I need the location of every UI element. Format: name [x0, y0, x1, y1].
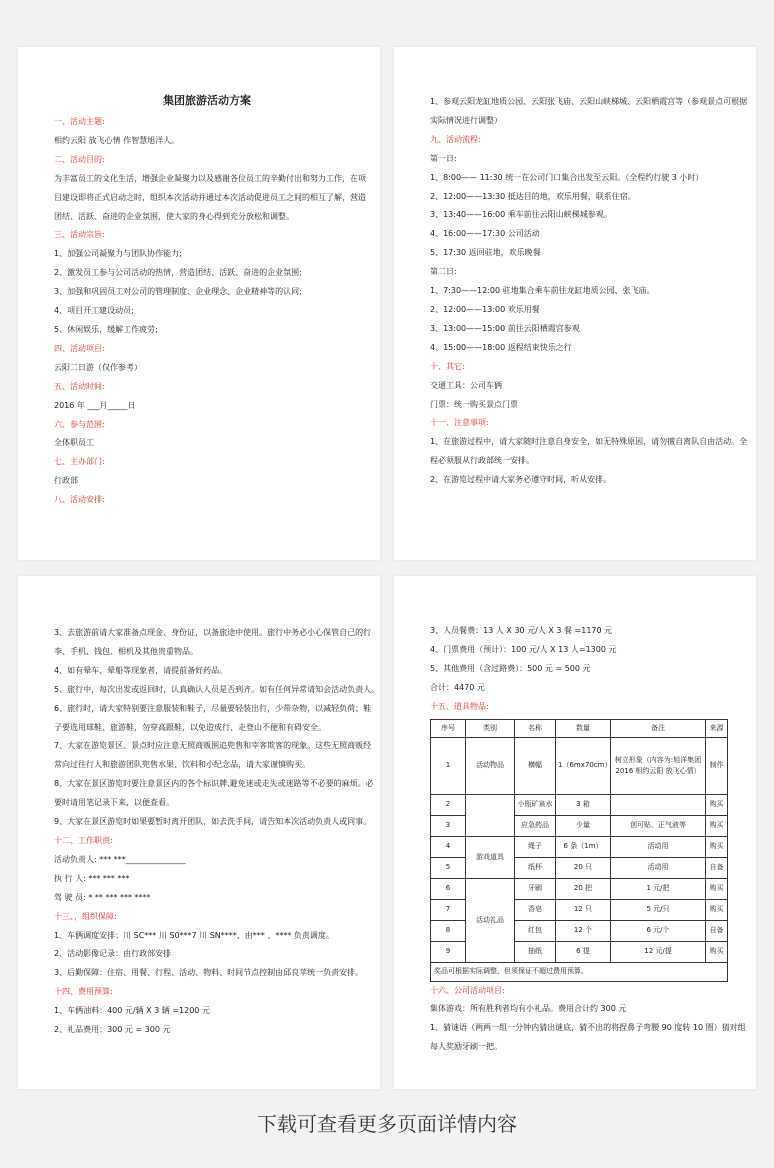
section-heading: 二、活动目的: — [54, 154, 105, 164]
table-cell-src: 购买 — [706, 815, 728, 836]
text-line: 9、大家在景区游览时如果要暂时离开团队，如去洗手间，请告知本次活动负责人或同事。 — [54, 817, 372, 827]
section-heading: 十二、工作职责: — [54, 835, 113, 845]
table-cell-no: 3 — [431, 815, 466, 836]
table-cell-note — [611, 794, 706, 815]
text-line: 2、在游览过程中请大家务必遵守时间，听从安排。 — [430, 475, 612, 485]
section-heading: 三、活动宗旨: — [54, 230, 105, 240]
page-1-content — [54, 89, 366, 510]
table-cell-qty: 12 个 — [556, 920, 611, 941]
table-cell-no: 8 — [431, 920, 466, 941]
table-cell-qty: 6 条（1m） — [556, 836, 611, 857]
table-cell-note: 活动用 — [611, 857, 706, 878]
table-cell-cat: 活动物品 — [466, 737, 515, 794]
table-cell-no: 5 — [431, 857, 466, 878]
table-cell-name: 香皂 — [515, 899, 556, 920]
text-line: 云阳二日游（仅作参考） — [54, 362, 142, 372]
page-4-lines-bottom — [430, 982, 746, 1058]
text-line: 8、大家在景区游览时要注意景区内的各个标识牌,避免迷或走失或迷路等不必要的麻烦。必 — [54, 779, 374, 789]
header-cell: 数量 — [556, 719, 611, 737]
text-line: 3、13:40——16:00 乘车前往云阳山峡梯城参观。 — [430, 210, 612, 220]
text-line: 为丰富员工的文化生活，增强企业凝聚力以及感谢各位员工的辛勤付出和努力工作，在项 — [54, 173, 366, 183]
page-4-lines-top — [430, 622, 736, 717]
text-line: 交通工具：公司车俩 — [430, 380, 502, 390]
page-2-lines — [430, 93, 748, 490]
table-cell-src: 购买 — [706, 836, 728, 857]
text-line: 集体游戏：所有胜利者均有小礼品。费用合计约 300 元 — [430, 1004, 627, 1014]
text-line: 团结、活跃、奋进的企业氛围，使大家的身心得到充分放松和调整。 — [54, 211, 294, 221]
text-line: 常向过往行人和旅游团队兜售水果、饮料和小纪念品，请大家谨慎购买。 — [54, 760, 310, 770]
section-heading: 十三、，组织保障: — [54, 911, 117, 921]
table-cell-qty: 少量 — [556, 815, 611, 836]
text-line: 5、旅行中，每次出发或返回时，认真确认人员是否到齐。如有任何异常请知会活动负责人。 — [54, 684, 380, 694]
table-cell-cat: 游戏道具 — [466, 836, 515, 878]
props-table-note-row — [431, 962, 728, 981]
text-line: 1、8:00—— 11:30 统一在公司门口集合出发至云阳。（全程约行驶 3 小时） — [430, 172, 704, 182]
text-line: 全体职员工 — [54, 438, 94, 448]
text-line: 2、12:00——13:30 抵达目的地，欢乐用餐，联系住宿。 — [430, 191, 636, 201]
text-line: 5、17:30 返回驻地，欢乐晚餐 — [430, 248, 541, 258]
section-heading: 七、主办部门: — [54, 457, 105, 467]
text-line: 2016 年 ___月_____日 — [54, 400, 136, 410]
section-heading: 五、活动时间: — [54, 381, 105, 391]
text-line: 4、16:00——17:30 公司活动 — [430, 229, 540, 239]
props-table-row — [431, 737, 728, 794]
props-table-row — [431, 794, 728, 815]
text-line: 1、车俩调度安排：川 SC*** 川 S0***7 川 SN****、由*** 、**** 负责调度。 — [54, 930, 334, 940]
text-line: 2、12:00——13:00 欢乐用餐 — [430, 304, 540, 314]
text-line: 4、门票费用（预计）：100 元/人 X 13 人=1300 元 — [430, 644, 617, 654]
header-cell: 备注 — [611, 719, 706, 737]
text-line: 门票：统一购买景点门票 — [430, 399, 518, 409]
document-page-3 — [18, 576, 380, 1089]
header-cell: 来源 — [706, 719, 728, 737]
page-2-content — [430, 93, 748, 490]
section-heading: 十五、道具物品: — [430, 701, 489, 711]
table-cell-note: 12 元/提 — [611, 941, 706, 962]
table-cell-note: 创可贴、正气液等 — [611, 815, 706, 836]
table-cell-src: 购买 — [706, 878, 728, 899]
text-line: 每人奖励牙刷一把。 — [430, 1042, 502, 1052]
text-line: 3、去旅游前请大家准备点现金、身份证，以备旅途中使用。旅行中务必小心保管自己的行 — [54, 628, 372, 637]
table-cell-cat — [466, 794, 515, 836]
table-cell-name: 横幅 — [515, 737, 556, 794]
text-line: 程必须服从行政部统一安排。 — [430, 456, 534, 466]
table-cell-src: 购买 — [706, 941, 728, 962]
props-table-row — [431, 836, 728, 857]
text-line: 第二日: — [430, 267, 457, 277]
table-cell-note: 1 元/把 — [611, 878, 706, 899]
table-cell-src: 制作 — [706, 737, 728, 794]
section-heading: 八、活动安排: — [54, 495, 105, 505]
table-cell-name: 抽纸 — [515, 941, 556, 962]
section-heading: 一、活动主题: — [54, 117, 105, 126]
text-line: 3、人员餐费：13 人 X 30 元/人 X 3 餐 =1170 元 — [430, 626, 613, 635]
page-3-content — [54, 624, 380, 1040]
text-line: 相约云阳 放飞心情 作智慧旭洋人。 — [54, 135, 180, 145]
text-line: 要时请用笔记录下来，以便查看。 — [54, 798, 174, 808]
section-heading: 九、活动流程: — [430, 134, 481, 144]
text-line: 活动负责人: *** ***_______________ — [54, 854, 186, 864]
text-line: 7、大家在游览景区、景点时应注意无照商贩围追兜售和宰客欺客的现象。这些无照商贩经 — [54, 741, 372, 751]
table-cell-name: 纸杯 — [515, 857, 556, 878]
table-cell-note: 树立形象（内容为:旭洋集团2016 相约云阳 放飞心情） — [611, 737, 706, 794]
header-cell: 序号 — [431, 719, 466, 737]
text-line: 目建设即将正式启动之时，组织本次活动并通过本次活动促进员工之间的相互了解，营造 — [54, 192, 366, 202]
table-cell-cat: 活动礼品 — [466, 878, 515, 962]
text-line: 5、休闲娱乐，缓解工作疲劳; — [54, 324, 158, 334]
table-cell-no: 4 — [431, 836, 466, 857]
section-heading: 六、参与范围: — [54, 419, 105, 429]
table-cell-name: 应急药品 — [515, 815, 556, 836]
text-line: 4、项目开工建设动员; — [54, 306, 134, 316]
text-line: 4、如有晕车、晕船等现象者，请提前备好药品。 — [54, 665, 228, 675]
table-cell-src: 自备 — [706, 920, 728, 941]
table-cell-note: 5 元/只 — [611, 899, 706, 920]
table-cell-qty: 6 提 — [556, 941, 611, 962]
text-line: 1、7:30——12:00 驻地集合乘车前往龙缸地质公园、张飞庙。 — [430, 286, 655, 296]
text-line: 6、旅行时，请大家特别要注意服装和鞋子，尽量要轻装出行，少带杂物，以减轻负荷；鞋 — [54, 703, 372, 713]
table-cell-qty: 12 只 — [556, 899, 611, 920]
text-line: 1、参观云阳龙缸地质公园、云阳张飞庙、云阳山峡梯城、云阳栖霞宫等（参观景点可根据 — [430, 97, 748, 106]
section-heading: 四、活动项目: — [54, 343, 105, 353]
table-cell-qty: 1（6mx70cm） — [556, 737, 611, 794]
text-line: 2、礼品费用：300 元 = 300 元 — [54, 1025, 171, 1035]
text-line: 2、活动影像记录：由行政部安排 — [54, 949, 172, 959]
text-line: 3、加强和巩固员工对公司的管理制度、企业理念、企业精神等的认同; — [54, 287, 302, 297]
page-4-content — [430, 622, 746, 1057]
table-cell-no: 1 — [431, 737, 466, 794]
table-cell-src: 购买 — [706, 794, 728, 815]
text-line: 1、加强公司凝聚力与团队协作能力; — [54, 249, 182, 259]
text-line: 合计：4470 元 — [430, 682, 485, 692]
table-cell-name: 牙刷 — [515, 878, 556, 899]
table-cell-name: 小瓶矿泉水 — [515, 794, 556, 815]
text-line: 1、猜谜语（两两一组一分钟内猜出谜底，猜不出的将捏鼻子弯腰 90 度转 10 圈）猜对组 — [430, 1023, 746, 1033]
table-cell-src: 自备 — [706, 857, 728, 878]
section-heading: 十一、注意事项: — [430, 418, 489, 428]
table-cell-note: 6 元/个 — [611, 920, 706, 941]
text-line: 执 行 人: *** *** *** — [54, 873, 130, 883]
header-cell: 名称 — [515, 719, 556, 737]
table-cell-name: 绳子 — [515, 836, 556, 857]
table-cell-note: 活动用 — [611, 836, 706, 857]
download-caption: 下载可查看更多页面详情内容 — [257, 1112, 517, 1136]
text-line: 行政部 — [54, 476, 78, 486]
table-cell-src: 购买 — [706, 899, 728, 920]
props-table-note: 奖品可根据实际调整，但须保证不超过费用预算。 — [431, 962, 728, 981]
table-cell-no: 2 — [431, 794, 466, 815]
props-table-body — [431, 737, 728, 962]
table-cell-name: 红包 — [515, 920, 556, 941]
section-heading: 十四、费用预算: — [54, 987, 113, 997]
table-cell-no: 6 — [431, 878, 466, 899]
text-line: 3、13:00——15:00 前往云阳栖霞宫参观 — [430, 323, 580, 333]
text-line: 实际情况进行调整） — [430, 115, 502, 125]
table-cell-no: 9 — [431, 941, 466, 962]
text-line: 1、在旅游过程中，请大家随时注意自身安全，如无特殊原因，请勿擅自离队自由活动。全 — [430, 437, 748, 447]
text-line: 5、其他费用（含过路费）：500 元 = 500 元 — [430, 663, 591, 673]
table-cell-qty: 20 把 — [556, 878, 611, 899]
document-page-4 — [394, 576, 756, 1089]
text-line: 驾 驶 员: * ** *** *** **** — [54, 892, 151, 902]
text-line: 1、车俩油料：400 元/辆 X 3 辆 =1200 元 — [54, 1006, 210, 1016]
table-cell-qty: 20 只 — [556, 857, 611, 878]
page-3-lines — [54, 624, 380, 1040]
text-line: 第一日: — [430, 153, 457, 163]
page-1-lines — [54, 113, 366, 510]
props-table-row — [431, 878, 728, 899]
table-cell-qty: 3 箱 — [556, 794, 611, 815]
header-cell: 类别 — [466, 719, 515, 737]
text-line: 2、激发员工参与公司活动的热情，营造团结、活跃、奋进的企业氛围; — [54, 268, 302, 278]
document-page-1 — [18, 47, 380, 560]
section-heading: 十、其它: — [430, 361, 465, 371]
text-line: 子要选用球鞋、旅游鞋，勿穿高跟鞋，以免造成行、走登山不便和有碍安全。 — [54, 722, 326, 732]
table-cell-no: 7 — [431, 899, 466, 920]
document-title: 集团旅游活动方案 — [163, 94, 251, 107]
text-line: 3、后勤保障：住宿、用餐、行程、活动、物料、时间节点控制由邱良苹统一负责安排。 — [54, 968, 364, 978]
props-table-header — [431, 719, 728, 737]
text-line: 李、手机、钱包、相机及其他贵重物品。 — [54, 646, 198, 656]
document-page-2 — [394, 47, 756, 560]
props-table — [430, 719, 728, 982]
text-line: 4、15:00——18:00 返程结束快乐之行 — [430, 342, 572, 352]
section-heading: 十六、公司活动项目: — [430, 985, 505, 995]
